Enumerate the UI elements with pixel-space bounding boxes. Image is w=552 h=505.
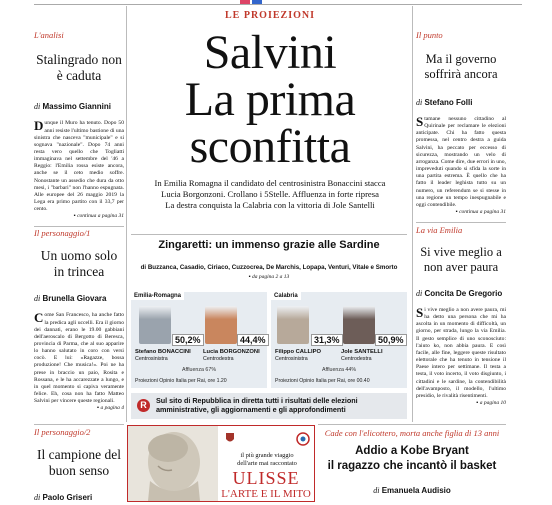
live-results-banner[interactable] (131, 393, 407, 419)
deck-line: La destra conquista la Calabria con la vittoria di Jole Santelli (165, 199, 375, 210)
story-byline: di Brunella Giovara (34, 294, 107, 304)
region-label: Emilia-Romagna (131, 292, 184, 300)
column-rule-left (126, 6, 127, 422)
region-label: Calabria (271, 292, 301, 300)
sponsor-logo-icon (296, 432, 310, 446)
story-body: Dunque il Muro ha tenuto. Dopo 50 anni resiste l'ultimo bastione di una sinistra che nasceva "municipale" e si sognava "nazionale". Dopo 74 anni resta vero quello che Togliatti immaginava nel settembre del '46 a Reggio: l'Emilia rossa esiste ancora, anche se il ceto medio soffre. Nonostante un assedio che dura da otto mesi, i "barbari" non l'hanno espugnata. Alle europee del 26 maggio 2019 la Lega era primo partito con il 33,7 per cento. (34, 118, 124, 213)
lead-deck (130, 178, 410, 210)
subhead-block[interactable] (131, 239, 407, 251)
continue-link[interactable]: ▪ continua a pagina 31 (455, 209, 506, 216)
right-story-2[interactable] (416, 225, 506, 406)
page-ref: ▪ da pagina 2 a 13 (248, 274, 290, 280)
masthead-tab-pink (240, 0, 250, 4)
story-byline: di Stefano Folli (416, 98, 473, 107)
lead-kicker: LE PROIEZIONI (225, 10, 315, 21)
candidate-percent: 31,3% (311, 334, 343, 346)
candidate-photo (277, 306, 309, 344)
section-label: Cade con l'elicottero, morta anche figlia di 13 anni (324, 428, 500, 438)
results-panel-calabria[interactable] (271, 292, 407, 388)
deck-line: In Emilia Romagna il candidato del centrosinistra Bonaccini stacca (154, 178, 386, 189)
ad-subtitle: L'ARTE E IL MITO (221, 488, 311, 500)
story-headline[interactable]: Ma il governo soffrirà ancora (424, 52, 498, 81)
divider (318, 424, 506, 425)
story-body: Si vive meglio a non avere paura, mi ha detto una persona che mi ha ascolta in un momento di difficoltà, un giorno, per strada, lungo la via Emilia. Il gesto semplice di uno sconosciuto: l'aiuto ko, non abbia paura. E così facile, alle fine, leggere queste risultato elettorale che ha tenuto in tensione il Paese intero per settimane. Il testa a testa, il voto incerto, il voto disgiunto, i cittadini e le sardine, la contendibilità dell'avamposto, il modello, l'ultimo presidio, le rivalità risentimenti. (416, 305, 506, 399)
continue-link[interactable]: ▪ continua a pagina 31 (73, 213, 124, 220)
continue-link[interactable]: ▪ a pagina 4 (97, 405, 124, 412)
headline-line: Salvini (203, 26, 337, 79)
turnout: Affluenza 67% (181, 367, 217, 373)
story-byline: di Concita De Gregorio (416, 289, 503, 298)
story-body: Stamane nessuno cittadino al Quirinale per reclamare le elezioni anticipate. Chi ha fatto questa promessa, nel centro destra a guida Salvini, ha peccato per eccesso di sicurezza, mostrando un velo di arroganza. Come dire, due errori in uno, impreveduti quando si sfida la sorte in una partita estrema. È quello che ha fatto il leader leghista tutto su un numero, un referendum se si stesse in una regione un tempo inespugnabile e oggi contendibile. (416, 114, 506, 208)
story-headline[interactable]: Si vive meglio a non aver paura (420, 245, 502, 274)
section-label: Il punto (416, 30, 443, 40)
candidate-photo (139, 306, 171, 344)
repubblica-logo-icon: R (137, 399, 150, 412)
masthead-tab-blue (252, 0, 262, 4)
candidate-name: Jole SANTELLI (341, 349, 383, 355)
divider (131, 234, 407, 235)
municipality-crest-icon (225, 432, 235, 444)
candidate-name: Stefano BONACCINI (135, 349, 191, 355)
candidate-party: Centrodestra (341, 356, 372, 362)
story-byline: di Massimo Giannini (34, 102, 111, 112)
lead-headline[interactable] (130, 26, 410, 174)
story-byline: di Emanuela Audisio (373, 485, 451, 495)
left-story-1[interactable] (34, 30, 124, 219)
ad-tagline-line: il più grande viaggio (240, 452, 294, 459)
masthead-strip (34, 0, 522, 5)
divider (34, 226, 124, 227)
story-byline: di Paolo Griseri (34, 493, 93, 503)
story-headline[interactable]: Stalingrado non è caduta (36, 52, 122, 84)
candidate-photo (205, 306, 237, 344)
candidate-percent: 44,4% (237, 334, 269, 346)
bottom-right-story[interactable] (318, 428, 506, 498)
left-story-3[interactable] (34, 427, 124, 505)
candidate-party: Centrosinistra (275, 356, 308, 362)
banner-text[interactable]: Sul sito di Repubblica in diretta tutti i risultati delle elezioni amministrative, gli aggiornamenti e gli approfondimenti (156, 396, 358, 415)
section-label: Il personaggio/1 (34, 228, 91, 238)
candidate-name: Lucia BORGONZONI (203, 349, 260, 355)
story-headline[interactable]: Un uomo solo in trincea (40, 248, 118, 280)
ad-tagline-line: dell'arte mai raccontato (237, 460, 297, 467)
candidate-percent: 50,2% (172, 334, 204, 346)
section-label: L'analisi (34, 30, 64, 40)
headline-line: La prima (184, 73, 356, 127)
story-body: Come San Francesco, ha anche fatto la predica agli uccelli. Era il giorno dei dannati, erano le 19.00 gabbiani dell'aeroscalo di Bergotto di Beresca, provincia di Parma, che al suo apparire lo hanno salutato in coro con versi cocò. E lui: «Ragazze, bossa produzione! Che musica!». Poi ne ha prese in braccio un paio, Rosita e Rossana, e le ha accarezzate a lungo, e in quel momento si capiva veramente felice. Eh, cosa non ha fatto Matteo Salvini per vincere queste regionali. (34, 310, 124, 405)
right-story-1[interactable] (416, 30, 506, 215)
projection-note: Proiezioni Opinio Italia per Rai, ore 1.20 (135, 378, 227, 384)
greek-bust-image (128, 426, 218, 501)
column-rule-right (412, 6, 413, 422)
candidate-percent: 50,9% (375, 334, 407, 346)
lead-story[interactable] (130, 10, 410, 210)
ad-tagline (222, 452, 312, 468)
headline-line: sconfitta (189, 120, 351, 174)
section-label: La via Emilia (416, 225, 463, 235)
divider (416, 222, 506, 223)
headline-line: Addio a Kobe Bryant (355, 445, 469, 457)
left-story-2[interactable] (34, 228, 124, 411)
candidate-photo (343, 306, 375, 344)
projection-note: Proiezioni Opinio Italia per Rai, ore 00.40 (275, 378, 370, 384)
continue-link[interactable]: ▪ a pagina 10 (476, 400, 506, 407)
deck-line: Lucia Borgonzoni. Crollano i 5Stelle. Affluenza in forte ripresa (161, 188, 379, 199)
ad-title: ULISSE (232, 468, 300, 488)
subhead[interactable]: Zingaretti: un immenso grazie alle Sardine (158, 239, 380, 251)
story-headline[interactable] (318, 444, 506, 474)
turnout: Affluenza 44% (321, 367, 357, 373)
authors-line: di Buzzanca, Casadio, Ciriaco, Cuzzocrea, De Marchis, Lopapa, Venturi, Vitale e Smorto (140, 264, 398, 271)
names-block (131, 264, 407, 280)
section-label: Il personaggio/2 (34, 427, 91, 437)
candidate-name: Filippo CALLIPO (275, 349, 322, 355)
candidate-party: Centrodestra (203, 356, 234, 362)
story-headline[interactable]: Il campione del buon senso (37, 447, 121, 479)
headline-line: il ragazzo che incantò il basket (327, 459, 497, 472)
ulisse-advertisement[interactable] (127, 425, 315, 502)
results-panel-emilia[interactable] (131, 292, 267, 388)
candidate-party: Centrosinistra (135, 356, 168, 362)
divider (34, 424, 124, 425)
